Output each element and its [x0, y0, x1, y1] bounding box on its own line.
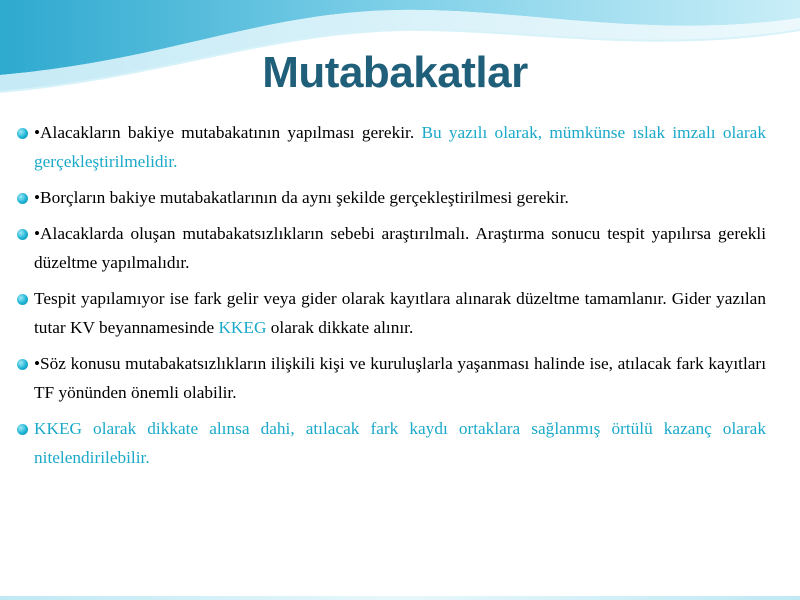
- bullet-icon: [17, 424, 28, 435]
- list-item: [34, 349, 766, 407]
- paragraph-text: •Söz konusu mutabakatsızlıkların ilişkili kişi ve kuruluşlarla yaşanması halinde ise, atılacak fark kayıtları TF yönünden önemli olabilir.: [34, 354, 766, 402]
- highlighted-text: Bu yazılı olarak, mümkünse ıslak imzalı olarak gerçekleştirilmelidir.: [34, 123, 766, 171]
- highlighted-text: KKEG olarak dikkate alınsa dahi, atılacak fark kaydı ortaklara sağlanmış örtülü kazanç olarak nitelendirilebilir.: [34, 419, 766, 467]
- footer-divider: [0, 596, 800, 600]
- list-item: [34, 118, 766, 176]
- bullet-icon: [17, 359, 28, 370]
- list-item: [34, 414, 766, 472]
- slide-title: Mutabakatlar: [262, 48, 528, 97]
- paragraph-text: •Alacakların bakiye mutabakatının yapılması gerekir.: [34, 123, 422, 142]
- paragraph-text: •Alacaklarda oluşan mutabakatsızlıkların sebebi araştırılmalı. Araştırma sonucu tespit yapılırsa gerekli düzeltme yapılmalıdır.: [34, 224, 766, 272]
- list-item: [34, 219, 766, 277]
- paragraph-text: Tespit yapılamıyor ise fark gelir veya gider olarak kayıtlara alınarak düzeltme tamamlanır. Gider yazılan tutar KV beyannamesinde: [34, 289, 766, 337]
- list-item: [34, 183, 766, 212]
- bullet-icon: [17, 229, 28, 240]
- paragraph-text: olarak dikkate alınır.: [266, 318, 414, 337]
- bullet-icon: [17, 294, 28, 305]
- bullet-icon: [17, 193, 28, 204]
- paragraph-text: •Borçların bakiye mutabakatlarının da aynı şekilde gerçekleştirilmesi gerekir.: [34, 188, 569, 207]
- list-item: [34, 284, 766, 342]
- highlighted-text: KKEG: [218, 318, 267, 337]
- slide-content: [34, 118, 766, 479]
- bullet-icon: [17, 128, 28, 139]
